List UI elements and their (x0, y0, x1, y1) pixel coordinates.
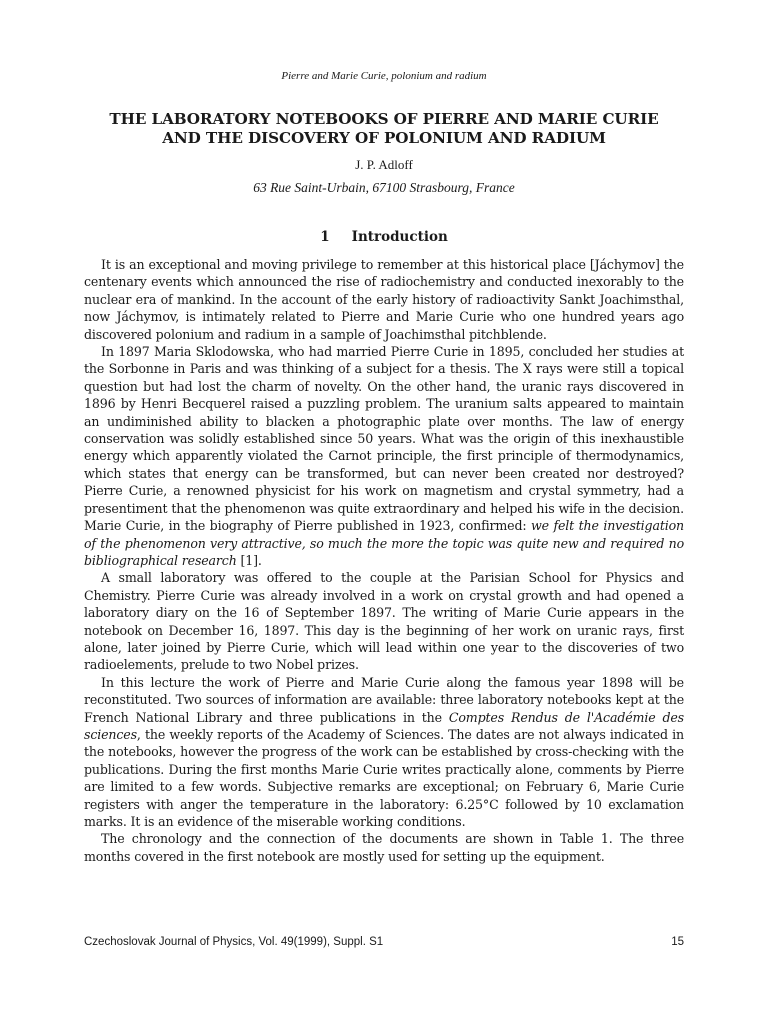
paragraph-4-text: In this lecture the work of Pierre and Marie Curie along the famous year 1898 will be reconstituted. Two sources of information are available: three laboratory notebooks kept at the French National Library and three publications in the (84, 674, 684, 725)
paragraph-2-quote: we felt the investigation of the phenomenon very attractive, so much the more the topic was quite new and required no bibliographical research (84, 518, 684, 568)
paragraph-4-text-end: , the weekly reports of the Academy of Sciences. The dates are not always indicated in the notebooks, however the progress of the work can be established by cross-checking with the publications. During the first months Marie Curie writes practically alone, comments by Pierre are limited to a few words. Subjective remarks are exceptional; on February 6, Marie Curie registers with anger the temperature in the laboratory: 6.25°C followed by 10 exclamation marks. It is an evidence of the miserable working conditions. (84, 726, 684, 829)
paragraph-4-journal: Comptes Rendus de l'Académie des sciences (84, 709, 684, 742)
paragraph-1: It is an exceptional and moving privilege to remember at this historical place [Jáchymov] the centenary events which announced the rise of radiochemistry and conducted inexorably to the nuclear era of mankind. In the account of the early history of radioactivity Sankt Joachimsthal, now Jáchymov, is intimately related to Pierre and Marie Curie who one hundred years ago discovered polonium and radium in a sample of Joachimsthal pitchblende. (84, 257, 684, 342)
title-line-1: THE LABORATORY NOTEBOOKS OF PIERRE AND MARIE CURIE (109, 110, 659, 128)
page-number: 15 (671, 936, 684, 948)
section-number: 1 (320, 229, 330, 245)
paragraph-2 (84, 343, 684, 569)
paragraph-3: A small laboratory was offered to the couple at the Parisian School for Physics and Chemistry. Pierre Curie was already involved in a work on crystal growth and had opened a laboratory diary on the 16 of September 1897. The writing of Marie Curie appears in the notebook on December 16, 1897. This day is the beginning of her work on uranic rays, first alone, later joined by Pierre Curie, which will lead within one year to the discoveries of two radioelements, prelude to two Nobel prizes. (84, 570, 684, 673)
page (84, 0, 684, 1024)
running-head: Pierre and Marie Curie, polonium and radium (281, 70, 487, 82)
page-footer (84, 936, 684, 948)
paragraph-4 (84, 674, 684, 831)
author: J. P. Adloff (355, 157, 413, 172)
paragraph-5: The chronology and the connection of the documents are shown in Table 1. The three months covered in the first notebook are mostly used for setting up the equipment. (84, 831, 684, 864)
journal-citation: Czechoslovak Journal of Physics, Vol. 49(1999), Suppl. S1 (84, 936, 384, 948)
body-text (84, 256, 684, 865)
paragraph-2-text: In 1897 Maria Sklodowska, who had married Pierre Curie in 1895, concluded her studies at the Sorbonne in Paris and was thinking of a subject for a thesis. The X rays were still a topical question but had lost the charm of novelty. On the other hand, the uranic rays discovered in 1896 by Henri Becquerel raised a puzzling problem. The uranium salts appeared to maintain an undiminished ability to blacken a photographic plate over months. The law of energy conservation was solidly established since 50 years. What was the origin of this inexhaustible energy which apparently violated the Carnot principle, the first principle of thermodynamics, which states that energy can be transformed, but can never been created nor destroyed? Pierre Curie, a renowned physicist for his work on magnetism and crystal symmetry, had a presentiment that the phenomenon was quite extraordinary and helped his wife in the decision. Marie Curie, in the biography of Pierre published in 1923, confirmed: (84, 344, 684, 534)
title-line-2: AND THE DISCOVERY OF POLONIUM AND RADIUM (162, 129, 606, 147)
paragraph-2-citation: [1]. (236, 552, 262, 568)
affiliation: 63 Rue Saint-Urbain, 67100 Strasbourg, France (253, 180, 515, 195)
paper-title (84, 110, 684, 148)
section-title: Introduction (351, 229, 448, 245)
section-heading (84, 229, 684, 245)
